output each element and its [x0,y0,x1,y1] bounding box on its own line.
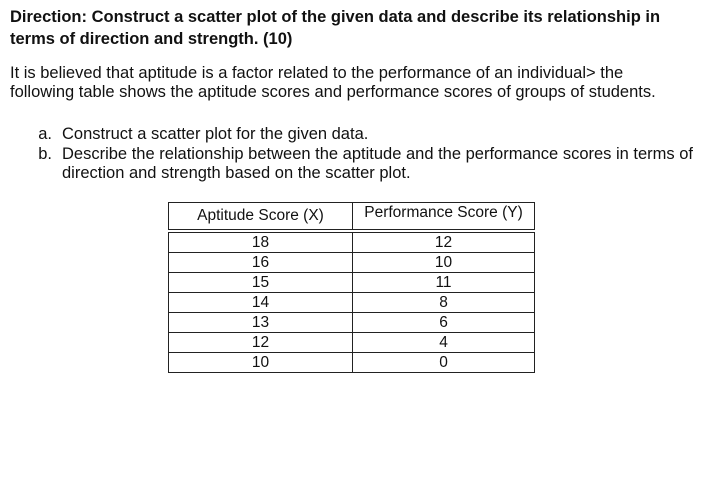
task-marker: b. [38,144,52,163]
column-header-aptitude: Aptitude Score (X) [169,203,353,232]
aptitude-cell: 14 [169,293,353,313]
direction-heading: Direction: Construct a scatter plot of the given data and describe its relationship in terms of direction and strength. (10) [10,8,661,48]
table-row [169,273,535,293]
performance-cell: 11 [353,273,535,293]
table-row [169,333,535,353]
aptitude-cell: 16 [169,253,353,273]
performance-cell: 12 [353,231,535,253]
task-item-a [10,125,700,145]
task-text: Describe the relationship between the aptitude and the performance scores in terms of direction and strength based on the scatter plot. [62,144,694,182]
performance-cell: 4 [353,333,535,353]
aptitude-cell: 18 [169,231,353,253]
aptitude-cell: 10 [169,353,353,373]
task-marker: a. [38,125,52,143]
performance-cell: 8 [353,293,535,313]
performance-cell: 10 [353,253,535,273]
table-row [169,231,535,253]
column-header-performance: Performance Score (Y) [353,203,535,232]
task-item-b [10,145,700,184]
aptitude-cell: 12 [169,333,353,353]
intro-paragraph: It is believed that aptitude is a factor related to the performance of an individual> the following table shows the aptitude scores and performance scores of groups of students. [10,64,656,101]
table-header-row [169,203,535,232]
task-list [10,125,700,184]
aptitude-cell: 13 [169,313,353,333]
performance-cell: 0 [353,353,535,373]
table-row [169,353,535,373]
table-row [169,253,535,273]
task-text: Construct a scatter plot for the given data. [62,125,369,143]
aptitude-cell: 15 [169,273,353,293]
score-table [168,202,535,373]
table-row [169,313,535,333]
performance-cell: 6 [353,313,535,333]
table-row [169,293,535,313]
